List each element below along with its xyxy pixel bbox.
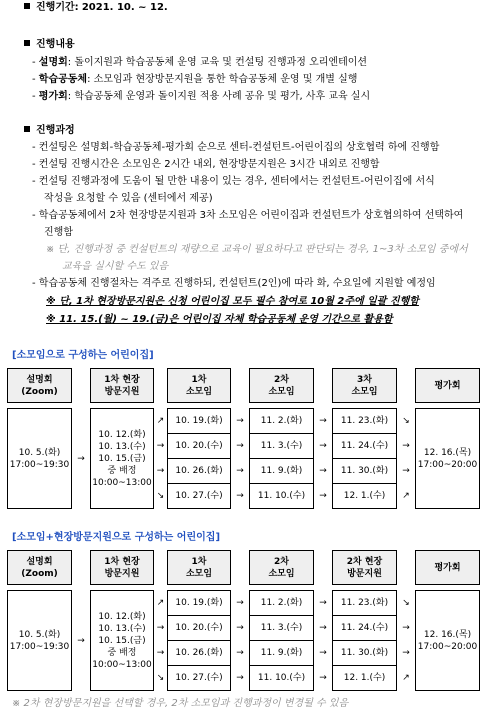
arrow-up-right-icon: ↗ bbox=[156, 416, 165, 426]
arrow-right-icon: → bbox=[236, 598, 244, 608]
date-cell: 10. 20.(수) bbox=[168, 434, 231, 459]
process-note: 교육을 실시할 수도 있음 bbox=[62, 261, 169, 272]
bullet-square-icon bbox=[24, 126, 30, 132]
header-cell: 2차 소모임 bbox=[250, 369, 314, 403]
process-line: 진행함 bbox=[44, 227, 73, 238]
header-cell: 3차 소모임 bbox=[333, 369, 397, 403]
date-cell: 12. 1.(수) bbox=[333, 484, 397, 509]
process-line: - 학습공동체에서 2차 현장방문지원과 3차 소모임은 어린이집과 컨설턴트가 상호협의하여 선택하여 bbox=[32, 210, 464, 221]
header-cell: 설명회 (Zoom) bbox=[8, 551, 72, 585]
arrow-right-icon: → bbox=[236, 416, 244, 426]
date-cell: 11. 10.(수) bbox=[250, 484, 314, 509]
date-cell: 11. 3.(수) bbox=[250, 434, 314, 459]
header-cell: 2차 현장 방문지원 bbox=[333, 551, 397, 585]
header-cell: 평가회 bbox=[416, 551, 480, 585]
process-title: 진행과정 bbox=[24, 125, 75, 137]
date-cell: 11. 2.(화) bbox=[250, 409, 314, 434]
arrow-right-icon: → bbox=[402, 648, 410, 658]
date-cell: 10. 19.(화) bbox=[168, 591, 231, 616]
arrow-up-right-icon: ↗ bbox=[156, 598, 165, 608]
eval-cell: 12. 16.(목) 17:00~20:00 bbox=[416, 591, 480, 691]
process-line: - 컨설팅 진행시간은 소모임은 2시간 내외, 현장방문지원은 3시간 내외로 진행함 bbox=[32, 159, 380, 170]
content-title: 진행내용 bbox=[24, 39, 75, 51]
flow-table-2 bbox=[7, 550, 480, 691]
date-cell: 11. 9.(화) bbox=[250, 641, 314, 666]
arrow-down-right-icon: ↘ bbox=[156, 491, 165, 501]
session-cell: 10. 5.(화) 17:00~19:30 bbox=[8, 409, 72, 509]
arrow-right-icon: → bbox=[402, 623, 410, 633]
bullet-square-icon bbox=[24, 3, 30, 9]
arrow-down-right-icon: ↘ bbox=[402, 598, 410, 608]
visit-cell: 10. 12.(화) 10. 13.(수) 10. 15.(금) 중 배정 10:00~13:00 bbox=[91, 591, 154, 691]
arrow-right-icon: → bbox=[319, 491, 327, 501]
table1-caption: [소모임으로 구성하는 어린이집] bbox=[12, 350, 154, 361]
arrow-right-icon: → bbox=[319, 598, 327, 608]
date-cell: 10. 27.(수) bbox=[168, 666, 231, 691]
footnote: ※ 2차 현장방문지원을 선택할 경우, 2차 소모임과 진행과정이 변경될 수 있음 bbox=[12, 698, 349, 709]
arrow-right-icon: → bbox=[236, 673, 244, 683]
date-cell: 12. 1.(수) bbox=[333, 666, 397, 691]
date-cell: 11. 24.(수) bbox=[333, 434, 397, 459]
header-cell: 평가회 bbox=[416, 369, 480, 403]
content-item-2: - 학습공동체: 소모임과 현장방문지원을 통한 학습공동체 운영 및 개별 실행 bbox=[32, 74, 358, 85]
arrow-right-icon: → bbox=[319, 648, 327, 658]
content-item-1: - 설명회: 돌이지원과 학습공동체 운영 교육 및 컨설팅 진행과정 오리엔테이션 bbox=[32, 57, 368, 68]
arrow-right-icon: → bbox=[77, 453, 85, 464]
date-cell: 10. 20.(수) bbox=[168, 616, 231, 641]
arrow-right-icon: → bbox=[77, 635, 85, 646]
arrow-down-right-icon: ↘ bbox=[402, 416, 410, 426]
eval-cell: 12. 16.(목) 17:00~20:00 bbox=[416, 409, 480, 509]
arrow-down-right-icon: ↘ bbox=[156, 673, 165, 683]
header-cell: 2차 소모임 bbox=[250, 551, 314, 585]
table2-caption: [소모임+현장방문지원으로 구성하는 어린이집] bbox=[12, 532, 221, 543]
arrow-right-icon: → bbox=[236, 648, 244, 658]
arrow-right-icon: → bbox=[319, 623, 327, 633]
header-cell: 1차 소모임 bbox=[168, 551, 231, 585]
period-line: 진행기간: 2021. 10. ~ 12. bbox=[24, 2, 168, 14]
process-line: - 학습공동체 진행절차는 격주로 진행하되, 컨설턴트(2인)에 따라 화, 수요일에 지원할 예정임 bbox=[32, 278, 436, 289]
arrow-right-icon: → bbox=[156, 441, 165, 451]
arrow-right-icon: → bbox=[236, 623, 244, 633]
session-cell: 10. 5.(화) 17:00~19:30 bbox=[8, 591, 72, 691]
arrow-right-icon: → bbox=[402, 441, 410, 451]
arrow-right-icon: → bbox=[319, 416, 327, 426]
content-item-3: - 평가회: 학습공동체 운영과 돌이지원 적용 사례 공유 및 평가, 사후 교육 실시 bbox=[32, 91, 371, 102]
process-note: ※ 단, 진행과정 중 컨설턴트의 재량으로 교육이 필요하다고 판단되는 경우, 1~3차 소모임 중에서 bbox=[46, 244, 468, 255]
process-emphasis: ※ 11. 15.(월) ~ 19.(금)은 어린이집 자체 학습공동체 운영 기간으로 활용함 bbox=[46, 314, 393, 325]
date-cell: 11. 3.(수) bbox=[250, 616, 314, 641]
arrow-up-right-icon: ↗ bbox=[402, 491, 410, 501]
arrow-right-icon: → bbox=[156, 623, 165, 633]
arrow-right-icon: → bbox=[236, 441, 244, 451]
date-cell: 11. 9.(화) bbox=[250, 459, 314, 484]
process-line: - 컨설팅은 설명회-학습공동체-평가회 순으로 센터-컨설턴트-어린이집의 상호협력 하에 진행함 bbox=[32, 142, 440, 153]
header-cell: 1차 현장 방문지원 bbox=[91, 369, 154, 403]
date-cell: 10. 27.(수) bbox=[168, 484, 231, 509]
arrow-right-icon: → bbox=[319, 673, 327, 683]
arrow-right-icon: → bbox=[236, 466, 244, 476]
date-cell: 10. 26.(화) bbox=[168, 641, 231, 666]
arrow-up-right-icon: ↗ bbox=[402, 673, 410, 683]
bullet-square-icon bbox=[24, 40, 30, 46]
arrow-right-icon: → bbox=[156, 466, 165, 476]
date-cell: 11. 23.(화) bbox=[333, 409, 397, 434]
arrow-right-icon: → bbox=[319, 466, 327, 476]
date-cell: 11. 23.(화) bbox=[333, 591, 397, 616]
header-cell: 설명회 (Zoom) bbox=[8, 369, 72, 403]
date-cell: 11. 30.(화) bbox=[333, 459, 397, 484]
flow-table-1 bbox=[7, 368, 480, 509]
process-line: - 컨설팅 진행과정에 도움이 될 만한 내용이 있는 경우, 센터에서는 컨설턴트-어린이집에 서식 bbox=[32, 176, 435, 187]
process-emphasis: ※ 단, 1차 현장방문지원은 신청 어린이집 모두 필수 참여로 10월 2주에 일괄 진행함 bbox=[46, 296, 419, 307]
arrow-right-icon: → bbox=[402, 466, 410, 476]
arrow-right-icon: → bbox=[156, 648, 165, 658]
header-cell: 1차 소모임 bbox=[168, 369, 231, 403]
date-cell: 11. 30.(화) bbox=[333, 641, 397, 666]
arrow-right-icon: → bbox=[319, 441, 327, 451]
date-cell: 11. 10.(수) bbox=[250, 666, 314, 691]
date-cell: 11. 24.(수) bbox=[333, 616, 397, 641]
date-cell: 11. 2.(화) bbox=[250, 591, 314, 616]
arrow-right-icon: → bbox=[236, 491, 244, 501]
date-cell: 10. 26.(화) bbox=[168, 459, 231, 484]
header-cell: 1차 현장 방문지원 bbox=[91, 551, 154, 585]
visit-cell: 10. 12.(화) 10. 13.(수) 10. 15.(금) 중 배정 10:00~13:00 bbox=[91, 409, 154, 509]
date-cell: 10. 19.(화) bbox=[168, 409, 231, 434]
process-line: 작성을 요청할 수 있음 (센터에서 제공) bbox=[44, 193, 213, 204]
